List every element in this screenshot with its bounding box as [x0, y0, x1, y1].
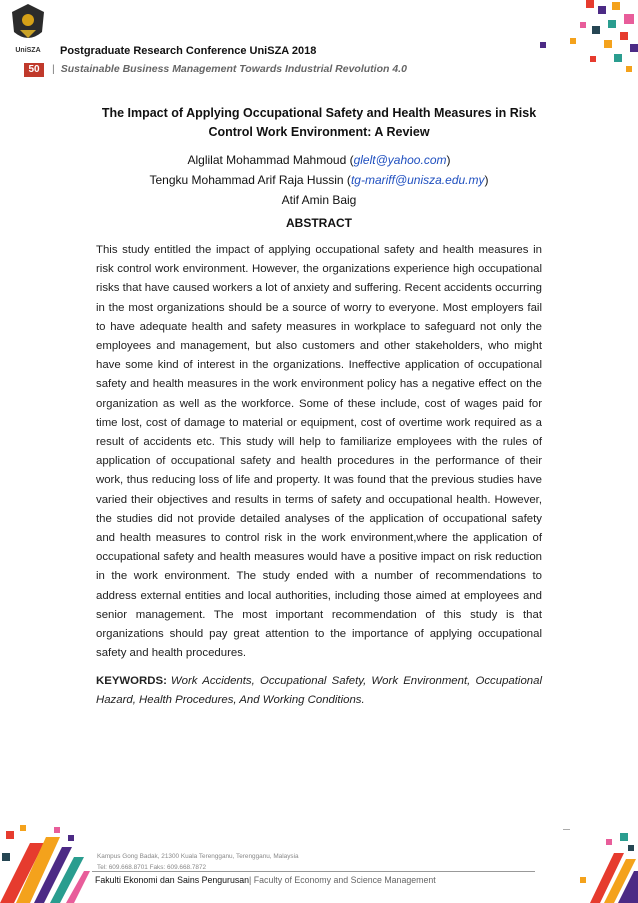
author-email-link[interactable]: glelt@yahoo.com — [353, 153, 447, 167]
faculty-english: Faculty of Economy and Science Management — [251, 875, 436, 885]
keywords-label: KEYWORDS: — [96, 675, 167, 687]
abstract-text: This study entitled the impact of applying occupational safety and health measures in risk control work environment. However, the organizations experience high occupational risks that have caused workers a lot of anxiety and suffering. Recent accidents occurring in the most organizations should be a source of worry to everyone. Most employers fail to have adequate health and safety measures in workplace to safeguard not only the employees and management, but also customers and other stakeholders, who might have some kind of interest in the organizations. Ineffective application of occupational safety and health measures in the work environment policy has a negative effect on the organization as well as the workforce. Some of these include, cost of wages paid for time lost, cost of damage to material or equipment, cost of overtime work required as a result of accidents etc. This study will help to familiarize employees with the rules of application of occupational safety and health procedures in the performance of their work, thus reducing loss of life and property. It was found that the previous studies have varied their objectives and results in terms of safety and occupational health. However, the studies did not provide detailed analyses of the application of occupational safety and health measures to control risk in the work environment,where the application of occupational safety and health measures would have a positive impact on risk reduction in the work environment. The study ended with a number of recommendations to address external entities and local authorities, including those aimed at employees and senior management. The most important recommendation of this study is that organizations should pay great attention to the importance of applying occupational safety and health procedures. — [96, 244, 542, 660]
keywords — [96, 672, 542, 710]
divider — [563, 829, 570, 830]
author-2: Tengku Mohammad Arif Raja Hussin (tg-mariff@unisza.edu.my) — [149, 173, 489, 187]
bottom-right-decoration — [570, 823, 638, 903]
keywords-text: Work Accidents, Occupational Safety, Work Environment, Occupational Hazard, Health Procedures, And Working Conditions. — [96, 675, 542, 706]
faculty-malay: Fakulti Ekonomi dan Sains Pengurusan — [95, 875, 250, 885]
footer-address: Kampus Gong Badak, 21300 Kuala Terengganu, Terengganu, Malaysia — [97, 853, 299, 860]
logo-text: UniSZA — [15, 47, 41, 54]
author-name: Atif Amin Baig — [281, 193, 357, 207]
abstract-heading: ABSTRACT — [286, 216, 352, 230]
conference-title: Postgraduate Research Conference UniSZA 2018 — [60, 45, 317, 57]
bottom-left-decoration — [0, 823, 90, 903]
header-separator: | — [52, 63, 55, 75]
author-email-link[interactable]: tg-mariff@unisza.edu.my — [350, 173, 485, 187]
author-name: Tengku Mohammad Arif Raja Hussin — [149, 173, 344, 187]
subtitle-text: Sustainable Business Management Towards Industrial Revolution 4.0 — [60, 63, 407, 75]
paper-title: The Impact of Applying Occupational Safety and Health Measures in Risk Control Work Environment: A Review — [101, 106, 537, 139]
author-list — [95, 150, 543, 210]
footer-contact: Tel: 609.668.8701 Faks: 609.668.7872 — [97, 864, 207, 871]
conference-subtitle — [52, 63, 407, 75]
footer-address-block — [97, 851, 299, 873]
footer-faculty — [95, 875, 436, 885]
unisza-logo — [6, 0, 50, 56]
page-number: 50 — [24, 63, 44, 77]
author-1: Alglilat Mohammad Mahmoud (glelt@yahoo.com) — [187, 153, 451, 167]
footer-separator: | — [249, 875, 252, 885]
top-right-decoration — [520, 0, 638, 80]
footer-divider — [92, 871, 535, 872]
author-3 — [95, 190, 543, 210]
author-name: Alglilat Mohammad Mahmoud — [187, 153, 347, 167]
